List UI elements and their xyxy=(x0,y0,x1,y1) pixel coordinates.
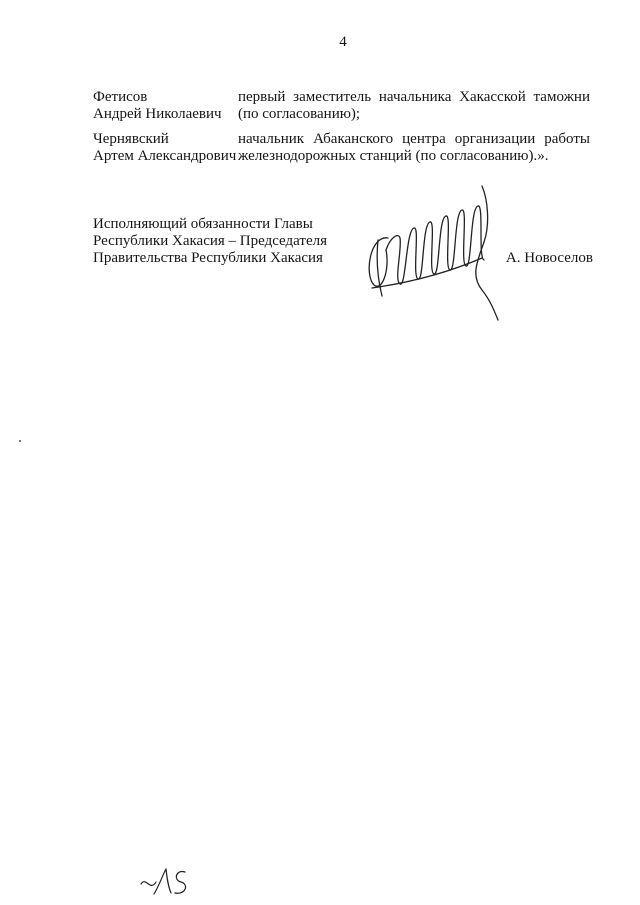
signatory-name: А. Новоселов xyxy=(505,250,593,266)
page-number: 4 xyxy=(339,34,347,50)
member-position xyxy=(238,89,590,123)
member-position-line: начальник Абаканского центра организации работы xyxy=(238,131,590,147)
member-given-names: Артем Александрович xyxy=(93,148,237,164)
member-position-line: железнодорожных станций (по согласованию).». xyxy=(238,148,549,164)
signatory-title-line: Исполняющий обязанности Главы xyxy=(93,216,313,232)
scan-speck xyxy=(19,440,21,442)
member-position-line: первый заместитель начальника Хакасской таможни xyxy=(238,89,590,105)
handwritten-signature xyxy=(360,180,510,325)
signatory-title-line: Правительства Республики Хакасия xyxy=(93,250,323,266)
member-position xyxy=(238,131,590,165)
member-surname: Фетисов xyxy=(93,89,148,105)
signatory-title xyxy=(93,216,353,267)
member-entry xyxy=(93,131,590,167)
member-name xyxy=(93,89,235,123)
member-given-names: Андрей Николаевич xyxy=(93,106,222,122)
handwritten-initials xyxy=(138,864,194,900)
member-name xyxy=(93,131,235,165)
member-surname: Чернявский xyxy=(93,131,169,147)
signatory-title-line: Республики Хакасия – Председателя xyxy=(93,233,328,249)
member-position-line: (по согласованию); xyxy=(238,106,361,122)
member-entry xyxy=(93,89,590,125)
